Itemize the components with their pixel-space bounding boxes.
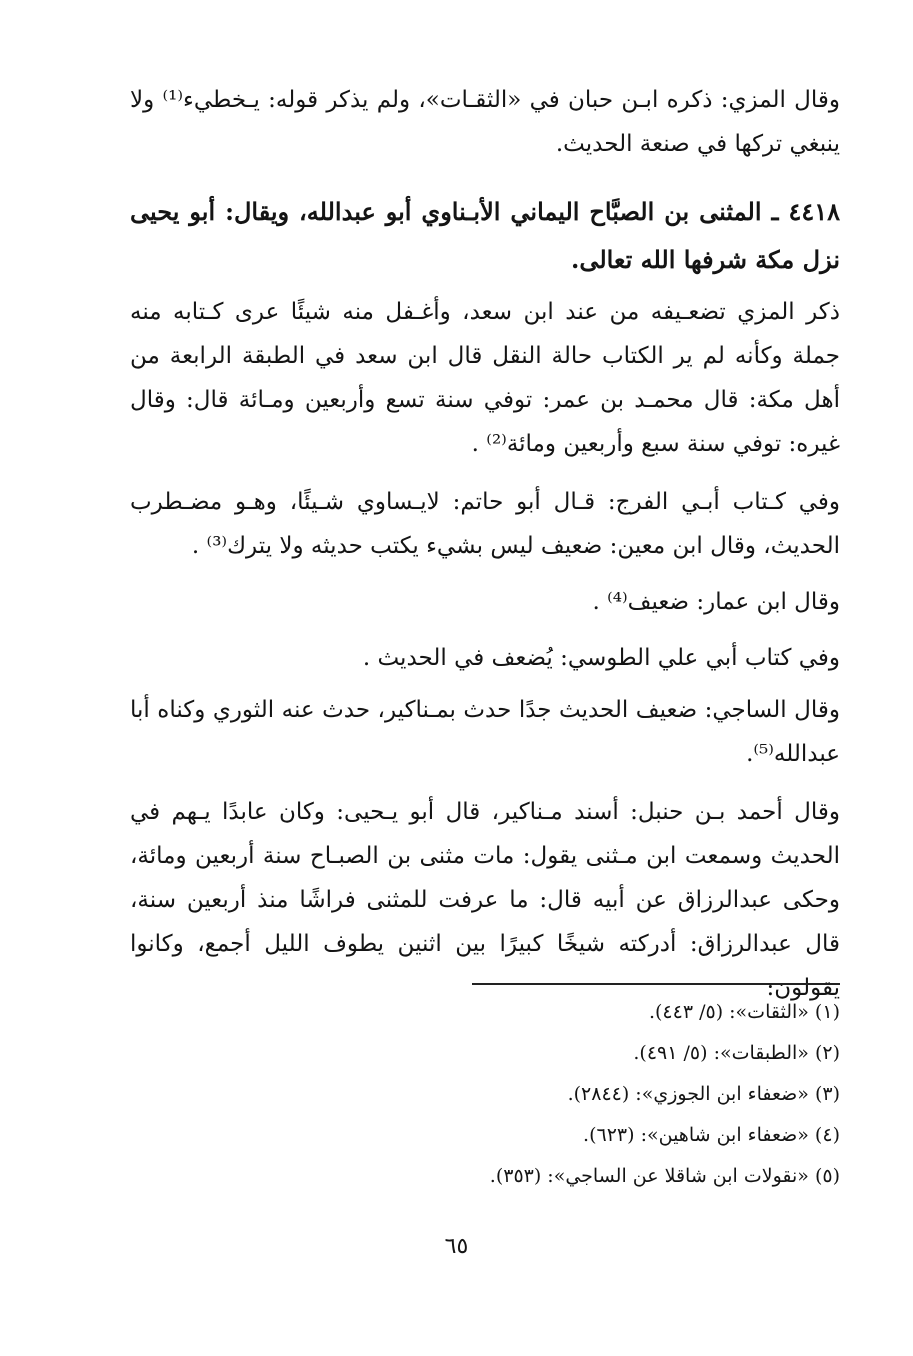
paragraph-abu-alfaraj	[130, 480, 840, 568]
footnote: (٤) «ضعفاء ابن شاهين»: (٦٢٣).	[583, 1124, 840, 1146]
footnote: (١) «الثقات»: (٥/ ٤٤٣).	[648, 1001, 840, 1023]
paragraph-saji	[130, 688, 840, 776]
paragraph-text: ذكر المزي تضعـيفه من عند ابن سعد، وأغـفل منه شيئًا عرى كـتابه منه جملة وكأنه لم ير الكتاب حالة النقل قال ابن سعد في الطبقة الرابعة من أهل مكة: قال محمـد بن عمر: توفي سنة تسع وأربعين ومـائة قال: وقال غيره: توفي سنة سبع وأربعين ومائة⁽²⁾ .	[130, 299, 840, 457]
footnote-divider	[472, 983, 840, 985]
footnote: (٥) «نقولات ابن شاقلا عن الساجي»: (٣٥٣).	[489, 1165, 840, 1187]
paragraph-ahmad	[130, 790, 840, 1010]
page-number: ٦٥	[444, 1234, 469, 1259]
paragraph-text: وقال المزي: ذكره ابـن حبان في «الثقـات»، ولم يذكر قوله: يـخطيء⁽¹⁾ ولا ينبغي تركها في صنعة الحديث.	[130, 87, 841, 157]
paragraph-text: وفي كـتاب أبـي الفرج: قـال أبو حاتم: لايـساوي شـيئًا، وهـو مضـطرب الحديث، وقال ابن معين: ضعيف ليس بشيء يكتب حديثه ولا يترك⁽³⁾ .	[130, 489, 840, 559]
paragraph-text: وقال أحمد بـن حنبل: أسند مـناكير، قال أبو يـحيى: وكان عابدًا يـهم في الحديث وسمعت ابن مـثنى يقول: مات مثنى بن الصبـاح سنة أربعين ومائة، وحكى عبدالرزاق عن أبيه قال: ما عرفت للمثنى فراشًا منذ أربعين سنة، قال عبدالرزاق: أدركته شيخًا كبيرًا بين اثنين يطوف الليل أجمع، وكانوا يقولون:	[130, 799, 840, 1001]
paragraph-tusi	[130, 636, 840, 680]
entry-heading	[130, 188, 840, 284]
paragraph-ibn-ammar	[130, 580, 840, 624]
entry-heading-text: ٤٤١٨ ـ المثنى بن الصبَّاح اليماني الأبـناوي أبو عبدالله، ويقال: أبو يحيى نزل مكة شرفها الله تعالى.	[130, 197, 840, 274]
footnote: (٣) «ضعفاء ابن الجوزي»: (٢٨٤٤).	[567, 1083, 840, 1105]
footnotes	[300, 992, 840, 1197]
footnote: (٢) «الطبقات»: (٥/ ٤٩١).	[633, 1042, 840, 1064]
paragraph-text: وفي كتاب أبي علي الطوسي: يُضعف في الحديث .	[362, 645, 840, 671]
paragraph-text: وقال الساجي: ضعيف الحديث جدًا حدث بمـناكير، حدث عنه الثوري وكناه أبا عبدالله⁽⁵⁾.	[130, 697, 840, 767]
paragraph-ibn-saad	[130, 290, 840, 466]
paragraph-text: وقال ابن عمار: ضعيف⁽⁴⁾ .	[592, 589, 840, 615]
paragraph-mizzi	[130, 78, 840, 166]
